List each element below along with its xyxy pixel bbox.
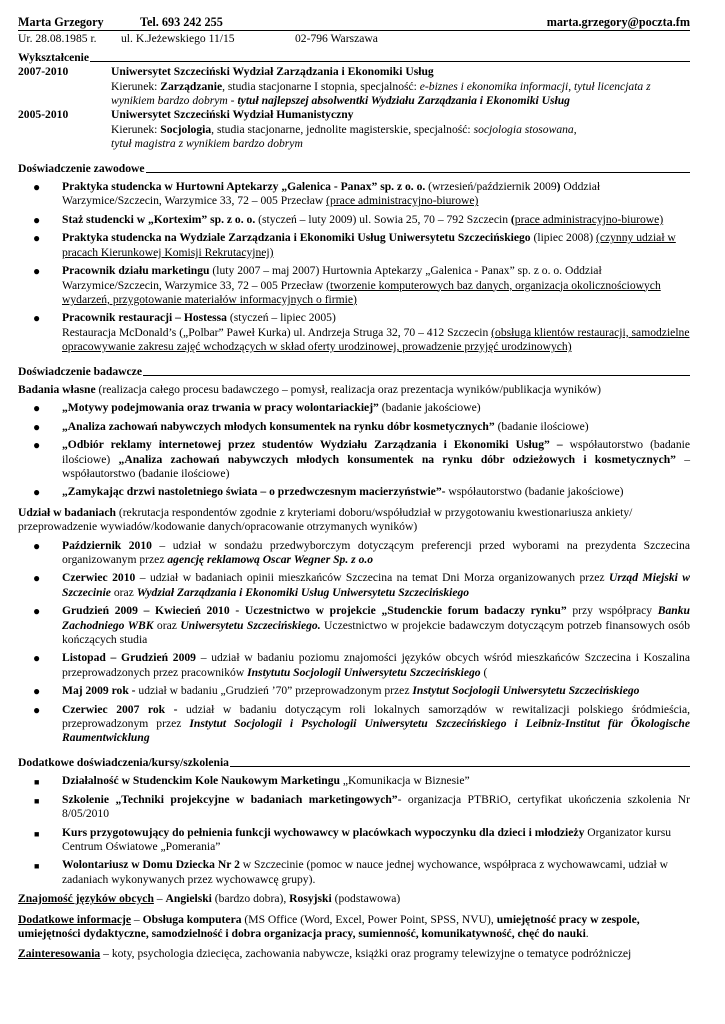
bullet-icon: ● bbox=[33, 419, 41, 434]
research-heading bbox=[18, 365, 690, 379]
participation-intro: Udział w badaniach (rekrutacja respondentów zgodnie z kryteriami doboru/współudział w przygotowaniu kwestionariusza ankiety/ przeprowadzenie wywiadów/kodowanie danych/opracowanie otrzymanych wyników) bbox=[18, 505, 633, 534]
square-bullet-icon: ■ bbox=[34, 861, 40, 872]
education-title: Wykształcenie bbox=[18, 50, 90, 64]
additional-info: Dodatkowe informacje – Obsługa komputera (MS Office (Word, Excel, Power Point, SPSS, NVU), umiejętność pracy w zespole, umiejętności dydaktyczne, samodzielność i dobra organizacja pracy, sumienność, komunikatywność, chęć do nauki. bbox=[18, 912, 640, 940]
work-heading bbox=[18, 162, 690, 176]
address-line bbox=[18, 31, 690, 46]
bullet-icon: ● bbox=[33, 702, 41, 717]
own-research-list bbox=[18, 401, 690, 499]
phone: Tel. 693 242 255 bbox=[140, 15, 223, 29]
list-item: ● Listopad – Grudzień 2009 – udział w badaniu poziomu znajomości języków obcych wśród mieszkańców Szczecina i Koszalina przeprowadzonych przez pracowników Instytutu Socjologii Uniwersytetu Szczecińskiego ( bbox=[33, 651, 690, 679]
birth-date: Ur. 28.08.1985 r. bbox=[18, 32, 97, 46]
education-entry bbox=[18, 65, 690, 108]
list-item: ● „Motywy podejmowania oraz trwania w pracy wolontariackiej” (badanie jakościowe) bbox=[33, 401, 481, 416]
city: 02-796 Warszawa bbox=[295, 32, 378, 46]
bullet-icon: ● bbox=[33, 571, 41, 586]
interests-line: Zainteresowania – koty, psychologia dziecięca, zachowania nabywcze, książki oraz programy telewizyjne o tematyce podróżniczej bbox=[18, 947, 632, 961]
list-item: ● „Analiza zachowań nabywczych młodych konsumentek na rynku dóbr kosmetycznych” (badanie ilościowe) bbox=[33, 419, 589, 434]
list-item: ● Staż studencki w „Kortexim” sp. z o. o. (styczeń – luty 2009) ul. Sowia 25, 70 – 792 Szczecin (prace administracyjno-biurowe) bbox=[33, 212, 664, 227]
list-item: ● „Odbiór reklamy internetowej przez studentów Wydziału Zarządzania i Ekonomiki Usług” – współautorstwo (badanie ilościowe) „Analiza zachowań nabywczych młodych konsumentek na rynku dóbr odzieżowych i kosmetycznych” – współautorstwo (badanie ilościowe) bbox=[33, 438, 690, 480]
education-years: 2005-2010 bbox=[18, 108, 69, 122]
extra-list bbox=[18, 774, 690, 887]
email[interactable]: marta.grzegory@poczta.fm bbox=[546, 15, 690, 29]
list-item: ● Praktyka studencka w Hurtowni Aptekarzy „Galenica - Panax” sp. z o. o. (wrzesień/październik 2009) Oddział Warzymice/Szczecin, Warzymice 33, 72 – 005 Przecław (prace administracyjno-biurowe) bbox=[33, 180, 601, 208]
list-item: ● Grudzień 2009 – Kwiecień 2010 - Uczestnictwo w projekcie „Studenckie forum badaczy rynku” przy współpracy Banku Zachodniego WBK oraz Uniwersytetu Szczecińskiego. Uczestnictwo w projekcie badawczym dotyczącym potrzeb finansowych osób kończących studia bbox=[33, 604, 690, 647]
bullet-icon: ● bbox=[33, 231, 41, 246]
contact-header bbox=[18, 15, 690, 31]
list-item: ■ Działalność w Studenckim Kole Naukowym Marketingu „Komunikacja w Biznesie” bbox=[18, 774, 690, 788]
education-heading bbox=[18, 51, 690, 65]
bullet-icon: ● bbox=[33, 604, 41, 619]
extra-heading bbox=[18, 756, 690, 770]
research-title: Doświadczenie badawcze bbox=[18, 364, 142, 378]
full-name: Marta Grzegory bbox=[18, 15, 104, 29]
bullet-icon: ● bbox=[33, 180, 41, 195]
list-item: ● Czerwiec 2010 – udział w badaniach opinii mieszkańców Szczecina na temat Dni Morza organizowanych przez Urząd Miejski w Szczecinie oraz Wydział Zarządzania i Ekonomiki Usług Uniwersytetu Szczecińskiego bbox=[33, 571, 691, 599]
bullet-icon: ● bbox=[33, 538, 41, 553]
bullet-icon: ● bbox=[33, 438, 41, 453]
bullet-icon: ● bbox=[33, 651, 41, 666]
list-item: ● Październik 2010 – udział w sondażu przedwyborczym dotyczącym preferencji przed wyborami na prezydenta Szczecina organizowanym przez agencję reklamową Oscar Wegner Sp. z o.o bbox=[33, 538, 690, 566]
square-bullet-icon: ■ bbox=[34, 828, 40, 839]
education-details: Kierunek: Socjologia, studia stacjonarne, jednolite magisterskie, specjalność: socjologia stosowana, tytuł magistra z wynikiem bardzo dobrym bbox=[111, 122, 577, 151]
participation-list bbox=[18, 539, 690, 746]
bullet-icon: ● bbox=[33, 684, 41, 699]
street: ul. K.Jeżewskiego 11/15 bbox=[121, 32, 235, 46]
list-item: ● Czerwiec 2007 rok - udział w badaniu dotyczącym roli lokalnych samorządów w rewitalizacji polskiego śródmieścia, przeprowadzonym przez Instytut Socjologii i Psychologii Uniwersytetu Szczecińskiego i Leibniz-Institut für Ökologische Raumentwicklung bbox=[33, 702, 690, 745]
list-item: ■ Wolontariusz w Domu Dziecka Nr 2 w Szczecinie (pomoc w nauce jednej wychowance, współpraca z wychowawcami, udział w zadaniach wykonywanych przez wychowawcę grupy). bbox=[34, 858, 669, 886]
education-school: Uniwersytet Szczeciński Wydział Zarządzania i Ekonomiki Usług bbox=[111, 65, 434, 79]
cv-page bbox=[18, 15, 690, 962]
work-title: Doświadczenie zawodowe bbox=[18, 161, 145, 175]
list-item: ■ Kurs przygotowujący do pełnienia funkcji wychowawcy w placówkach wypoczynku dla dzieci i młodzieży Organizator kursu Centrum Oświatowe „Pomerania” bbox=[34, 825, 672, 853]
list-item: ● Pracownik restauracji – Hostessa (styczeń – lipiec 2005) Restauracja McDonald’s („Polbar” Paweł Kurka) ul. Andrzeja Struga 32, 70 – 412 Szczecin (obsługa klientów restauracji, samodzielne opracowywanie zakresu zajęć wchodzących w skład oferty urodzinowej, prowadzenie przyjęć urodzinowych) bbox=[33, 311, 690, 354]
bullet-icon: ● bbox=[33, 212, 41, 227]
own-research-intro: Badania własne (realizacja całego procesu badawczego – pomysł, realizacja oraz prezentacja wyników/publikacja wyników) bbox=[18, 382, 602, 396]
education-details: Kierunek: Zarządzanie, studia stacjonarne I stopnia, specjalność: e-biznes i ekonomika informacji, tytuł licencjata z wynikiem bardzo dobrym - tytuł najlepszej absolwentki Wydziału Zarządzania i Ekonomiki Usług bbox=[111, 79, 651, 108]
education-years: 2007-2010 bbox=[18, 65, 69, 79]
education-entry bbox=[18, 108, 690, 151]
list-item: ■ Szkolenie „Techniki projekcyjne w badaniach marketingowych”- organizacja PTBRiO, certyfikat ukończenia szkolenia Nr 8/05/2010 bbox=[34, 792, 690, 821]
education-school: Uniwersytet Szczeciński Wydział Humanistyczny bbox=[111, 108, 354, 122]
bullet-icon: ● bbox=[33, 311, 41, 326]
list-item: ● „Zamykając drzwi nastoletniego świata – o przedwczesnym macierzyństwie”- współautorstwo (badanie jakościowe) bbox=[33, 485, 624, 500]
list-item: ● Pracownik działu marketingu (luty 2007 – maj 2007) Hurtownia Aptekarzy „Galenica - Panax” sp. z o. o. Oddział Warzymice/Szczecin, Warzymice 33, 72 – 005 Przecław (tworzenie komputerowych baz danych, organizacja okolicznościowych wydarzeń, przygotowanie materiałów informacyjnych o firmie) bbox=[33, 264, 661, 306]
languages-line: Znajomość języków obcych – Angielski (bardzo dobra), Rosyjski (podstawowa) bbox=[18, 892, 401, 906]
bullet-icon: ● bbox=[33, 485, 41, 500]
bullet-icon: ● bbox=[33, 401, 41, 416]
list-item: ● Maj 2009 rok - udział w badaniu „Grudzień ’70” przeprowadzonym przez Instytut Socjologii Uniwersytetu Szczecińskiego bbox=[33, 684, 640, 699]
list-item: ● Praktyka studencka na Wydziale Zarządzania i Ekonomiki Usług Uniwersytetu Szczecińskiego (lipiec 2008) (czynny udział w pracach Kierunkowej Komisji Rekrutacyjnej) bbox=[33, 231, 676, 259]
work-list bbox=[18, 180, 690, 354]
square-bullet-icon: ■ bbox=[34, 777, 40, 788]
bullet-icon: ● bbox=[33, 264, 41, 279]
square-bullet-icon: ■ bbox=[34, 795, 40, 806]
extra-title: Dodatkowe doświadczenia/kursy/szkolenia bbox=[18, 755, 229, 769]
